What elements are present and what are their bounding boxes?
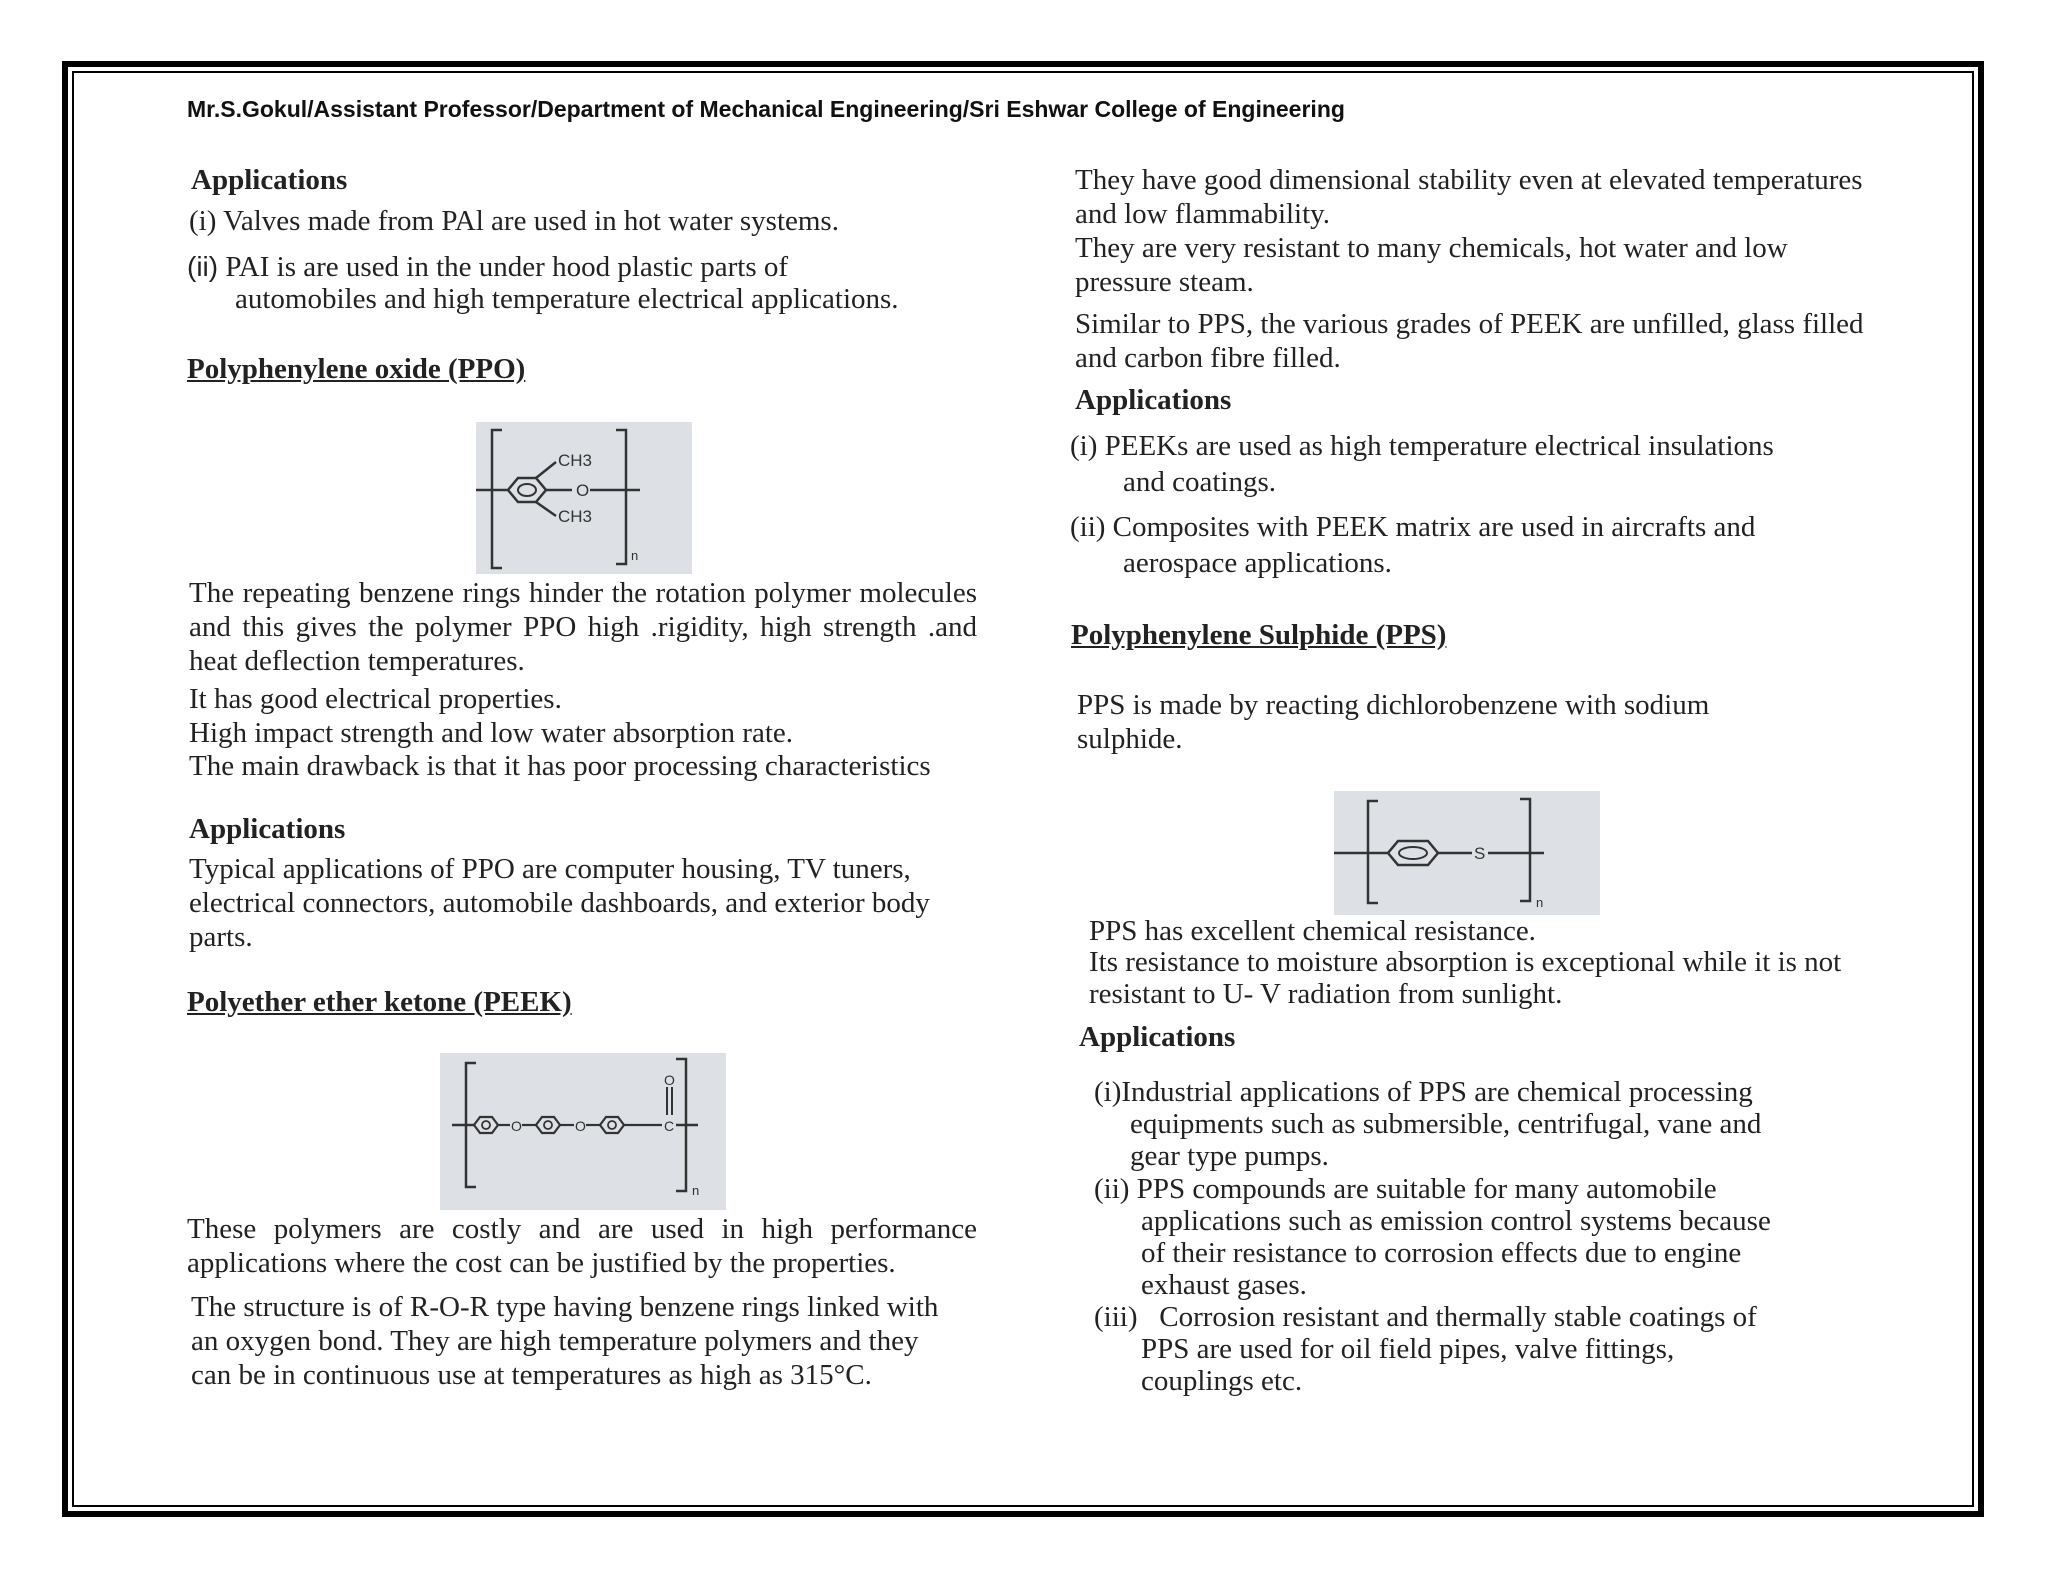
pai-application-2 <box>187 250 788 284</box>
pps-ring-center <box>1399 847 1427 859</box>
ppo-ch3-top-label: CH3 <box>558 451 593 470</box>
pps-structure-svg <box>1334 791 1600 915</box>
peek-oxygen-1: O <box>511 1118 522 1134</box>
pps-application-1-row1 <box>1094 1076 1761 1108</box>
peek-benzene-ring-2 <box>536 1117 560 1133</box>
pps-application-2-number: (ii) <box>1094 1173 1130 1205</box>
ppo-oxygen-label: O <box>576 481 590 500</box>
peek-oxygen-2: O <box>575 1118 586 1134</box>
peek-applications-heading: Applications <box>1075 384 1232 416</box>
pps-application-1-line2: equipments such as submersible, centrifugal, vane and <box>1130 1108 1762 1140</box>
ppo-ring-center <box>518 484 536 496</box>
pps-structure-figure <box>1334 791 1600 915</box>
pai-application-2-line2: automobiles and high temperature electrical applications. <box>235 283 899 315</box>
pps-bracket-right <box>1520 799 1530 901</box>
peek-application-1-line2: and coatings. <box>1123 466 1277 498</box>
peek-subscript-n: n <box>692 1183 700 1198</box>
pps-application-2-line1: PPS compounds are suitable for many automobile <box>1136 1173 1717 1205</box>
ppo-bond-ch3-top <box>536 462 556 478</box>
peek-paragraph-2: The structure is of R-O-R type having benzene rings linked with an oxygen bond. They are high temperature polymers and they can be in continuous use at temperatures as high as 315°C. <box>191 1291 939 1391</box>
pps-application-1-number: (i) <box>1094 1076 1122 1108</box>
ppo-drawback-line: The main drawback is that it has poor processing characteristics <box>189 750 931 782</box>
pps-application-2-line2: applications such as emission control systems because <box>1141 1205 1771 1237</box>
peek-grades-line: Similar to PPS, the various grades of PEEK are unfilled, glass filled and carbon fibre filled. <box>1075 308 1864 374</box>
pps-application-1-line3: gear type pumps. <box>1130 1140 1329 1172</box>
peek-application-2-line1: (ii) Composites with PEEK matrix are used in aircrafts and <box>1070 511 1756 543</box>
ppo-electrical-line: It has good electrical properties. <box>189 683 562 715</box>
ppo-impact-line: High impact strength and low water absorption rate. <box>189 717 794 749</box>
ppo-benzene-ring <box>508 478 546 502</box>
ppo-section-title: Polyphenylene oxide (PPO) <box>187 353 526 385</box>
peek-benzene-ring-3 <box>600 1117 624 1133</box>
peek-structure-figure <box>440 1053 726 1210</box>
pps-application-2-line3: of their resistance to corrosion effects due to engine <box>1141 1237 1742 1269</box>
pai-application-2-number: (ii) <box>187 251 219 282</box>
pps-application-3-line2: PPS are used for oil field pipes, valve fittings, <box>1141 1333 1675 1365</box>
peek-paragraph-1: These polymers are costly and are used in high performance applications where the cost can be justified by the properties. <box>187 1213 977 1279</box>
peek-carbonyl-oxygen: O <box>664 1072 675 1088</box>
pps-application-3 <box>1094 1301 1757 1397</box>
pai-application-1: (i) Valves made from PAl are used in hot water systems. <box>189 205 839 237</box>
peek-section-title: Polyether ether ketone (PEEK) <box>187 986 572 1018</box>
pps-applications-heading: Applications <box>1079 1021 1236 1053</box>
pps-application-3-number: (iii) <box>1094 1301 1138 1333</box>
pps-application-2-row1 <box>1094 1173 1771 1205</box>
ppo-structure-figure <box>476 422 692 574</box>
ppo-applications-text: Typical applications of PPO are computer housing, TV tuners, electrical connectors, automobile dashboards, and exterior body parts. <box>189 853 930 953</box>
pps-subscript-n: n <box>1536 895 1544 910</box>
peek-benzene-ring-1 <box>474 1117 498 1133</box>
peek-application-2-line2: aerospace applications. <box>1123 547 1392 579</box>
ppo-applications-heading: Applications <box>189 813 346 845</box>
peek-structure-svg <box>440 1053 726 1210</box>
pps-section-title: Polyphenylene Sulphide (PPS) <box>1071 619 1447 651</box>
peek-resistance-line: They are very resistant to many chemicals, hot water and low pressure steam. <box>1075 232 1788 298</box>
ppo-bond-ch3-bottom <box>536 502 556 516</box>
peek-carbon-label: C <box>664 1118 675 1134</box>
pps-intro: PPS is made by reacting dichlorobenzene with sodium sulphide. <box>1077 689 1710 755</box>
pps-moisture-line: Its resistance to moisture absorption is exceptional while it is not resistant to U- V radiation from sunlight. <box>1089 946 1842 1010</box>
ppo-structure-svg <box>476 422 692 574</box>
peek-stability-line: They have good dimensional stability even at elevated temperatures and low flammability. <box>1075 164 1863 230</box>
peek-ring-2-center <box>544 1121 552 1129</box>
pps-sulphur-label: S <box>1474 844 1486 863</box>
ppo-bracket-left <box>492 430 502 568</box>
pps-application-3-row1 <box>1094 1301 1757 1333</box>
ppo-ch3-bottom-label: CH3 <box>558 507 593 526</box>
peek-application-1-line1: (i) PEEKs are used as high temperature electrical insulations <box>1070 430 1774 462</box>
ppo-subscript-n: n <box>631 548 639 563</box>
pps-benzene-ring <box>1388 841 1438 865</box>
pps-application-2-line4: exhaust gases. <box>1141 1269 1307 1301</box>
pai-applications-heading: Applications <box>191 164 348 196</box>
pps-application-3-line1: Corrosion resistant and thermally stable coatings of <box>1159 1301 1757 1333</box>
pai-application-2-line1: PAI is are used in the under hood plastic parts of <box>225 251 789 283</box>
pps-application-1-line1: Industrial applications of PPS are chemical processing <box>1121 1076 1753 1108</box>
pps-application-1 <box>1094 1076 1761 1172</box>
pps-application-3-line3: couplings etc. <box>1141 1365 1303 1397</box>
page-header: Mr.S.Gokul/Assistant Professor/Department of Mechanical Engineering/Sri Eshwar College of Engineering <box>187 96 1345 122</box>
ppo-bracket-right <box>616 430 626 564</box>
ppo-paragraph: The repeating benzene rings hinder the rotation polymer molecules and this gives the polymer PPO high .rigidity, high strength .and heat deflection temperatures. <box>189 577 977 677</box>
peek-ring-1-center <box>482 1121 490 1129</box>
pps-chemical-resistance-line: PPS has excellent chemical resistance. <box>1089 915 1536 947</box>
peek-ring-3-center <box>608 1121 616 1129</box>
pps-application-2 <box>1094 1173 1771 1301</box>
